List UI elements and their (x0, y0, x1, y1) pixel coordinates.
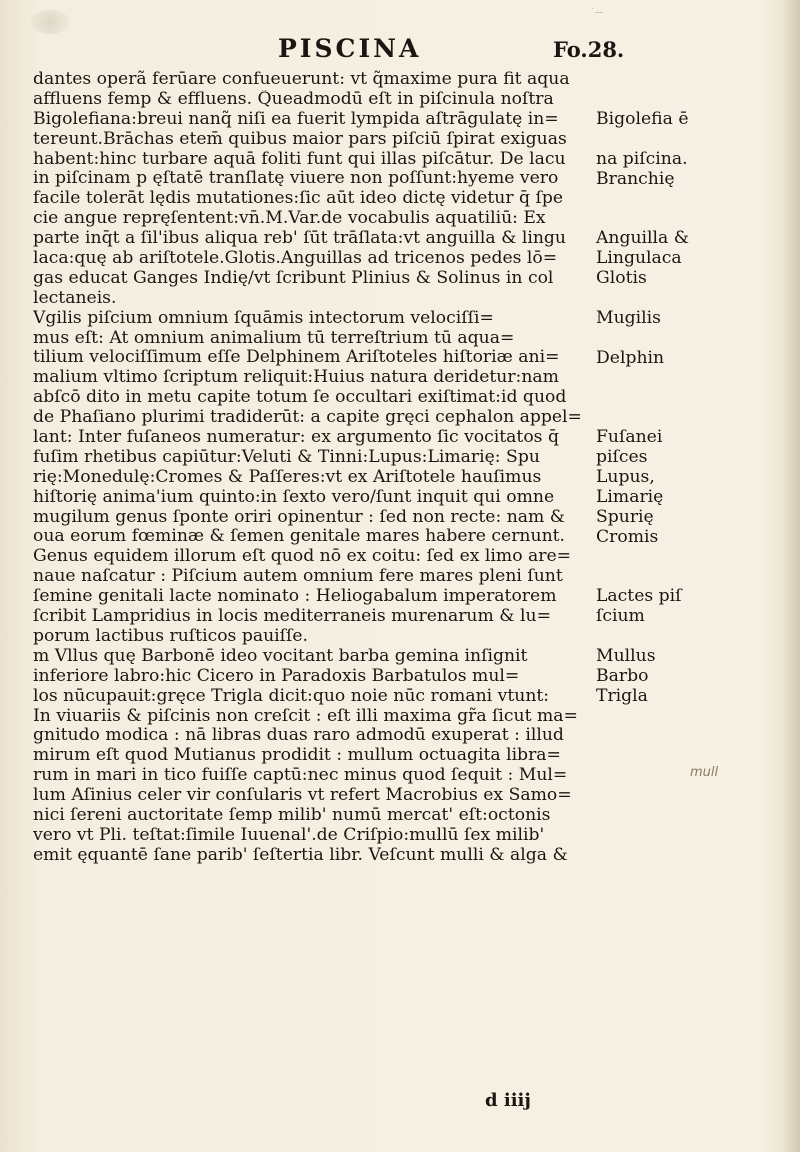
signature-mark: d iiij (485, 1090, 531, 1111)
margin-note: Lupus, (596, 467, 655, 487)
margin-note: na piſcina. (596, 148, 688, 169)
text-line: hiſtorię anima'ium quinto:in ſexto vero/ſunt inquit qui omne (33, 487, 555, 507)
margin-note: Lingulaca (596, 248, 682, 269)
margin-note: Mullus (596, 646, 656, 667)
text-line: los nūcupauit:gręce Trigla dicit:quo noie nūc romani vtunt: (33, 686, 550, 706)
text-line: nici ſereni auctoritate ſemp milib' numū mercat' eſt:octonis (33, 805, 551, 825)
folio-number: Fo.28. (553, 37, 625, 62)
text-line: fuſim rhetibus capiūtur:Veluti & Tinni:Lupus:Limarię: Spu (33, 447, 540, 467)
margin-note: Barbo (596, 666, 649, 686)
page-edge-shadow (782, 0, 800, 1152)
margin-note: Fuſanei (596, 427, 663, 448)
text-line: gnitudo modica : nā libras duas raro admodū exuperat : illud (33, 726, 564, 746)
text-line: abſcō dito in metu capite totum ſe occultari exiſtimat:id quod (33, 388, 567, 408)
text-line: Bigolefiana:breui nanq̃ niſi ea fuerit lympida aſtrāgulatę in= (33, 109, 559, 129)
running-title: PISCINA (278, 34, 422, 63)
text-line: tilium velociſſimum eſſe Delphinem Ariſtoteles hiſtoriæ ani= (33, 348, 560, 368)
margin-note: Delphin (596, 347, 665, 368)
text-line: de Phaſiano plurimi tradiderūt: a capite gręci cephalon appel= (33, 408, 582, 428)
margin-note: Anguilla & (596, 228, 690, 249)
text-line: malium vltimo ſcriptum reliquit:Huius natura deridetur:nam (33, 368, 559, 388)
main-text-column (33, 70, 593, 866)
text-line: tereunt.Brāchas etem̄ quibus maior pars piſciū ſpirat exiguas (33, 129, 567, 149)
page-header (0, 34, 800, 68)
text-line: Genus equidem illorum eſt quod nō ex coitu: ſed ex limo are= (33, 547, 572, 567)
margin-note: Branchię (596, 168, 675, 189)
margin-note: Trigla (596, 685, 648, 706)
text-line: parte inq̄t a ſil'ibus aliqua reb' ſūt trāſlata:vt anguilla & lingu (33, 229, 566, 249)
text-line: ſcribit Lampridius in locis mediterraneis murenarum & lu= (33, 607, 551, 627)
text-line: cie angue repręſentent:vn̄.M.Var.de vocabulis aquatiliū: Ex (33, 209, 546, 229)
margin-note: Spurię (596, 506, 654, 527)
ink-smudge (30, 10, 70, 34)
paper-mark: ˙— (590, 8, 604, 18)
text-line: Vgilis piſcium omnium ſquāmis intectorum velociſſi= (33, 308, 494, 328)
margin-note: Mugilis (596, 307, 661, 328)
margin-note: Cromis (596, 526, 659, 547)
margin-note: Bigolefia ē (596, 108, 689, 129)
margin-note: ſcium (596, 606, 645, 627)
text-line: vero vt Pli. teſtat:ſimile Iuuenal'.de Criſpio:mullū ſex milib' (33, 825, 545, 845)
text-line: rię:Monedulę:Cromes & Paſſeres:vt ex Ariſtotele hauſimus (33, 467, 542, 487)
text-line: facile tolerāt lędis mutationes:ſic aūt ideo dictę videtur q̄ ſpe (33, 189, 564, 209)
text-line: affluens femp & effluens. Q̃ueadmodū eſt in piſcinula noſtra (33, 89, 554, 109)
text-line: lectaneis. (33, 288, 117, 308)
text-line: in piſcinam p ęſtatē tranſlatę viuere non poſſunt:hyeme vero (33, 169, 559, 189)
text-line: porum lactibus ruſticos pauiſſe. (33, 626, 309, 646)
margin-note: piſces (596, 447, 648, 468)
text-line: In viuariis & piſcinis non creſcit : eſt illi maxima gr̃a ſicut ma= (33, 706, 578, 726)
text-line: mugilum genus ſponte oriri opinentur : ſed non recte: nam & (33, 507, 566, 527)
text-line: gas educat Ganges Indię/vt ſcribunt Plinius & Solinus in col (33, 268, 554, 288)
text-line: naue naſcatur : Piſcium autem omnium fere mares pleni ſunt (33, 567, 563, 587)
text-line: dantes operã ferūare confueuerunt: vt q̃maxime pura fit aqua (33, 70, 570, 89)
text-line: lum Aſinius celer vir conſularis vt refert Macrobius ex Samo= (33, 786, 572, 806)
text-line: habent:hinc turbare aquā foliti funt qui illas piſcātur. De lacu (33, 149, 566, 169)
margin-note: Limarię (596, 486, 664, 507)
text-line: emit ęquantē ſane parib' ſeſtertia libr. Veſcunt mulli & alga & (33, 845, 568, 865)
text-line: mus eſt: At omnium animalium tū terreſtrium tū aqua= (33, 328, 515, 348)
text-line: rum in mari in tico fuiſſe captū:nec minus quod ſequit : Mul= (33, 766, 568, 786)
margin-note: Glotis (596, 268, 647, 288)
text-line: ſemine genitali lacte nominato : Heliogabalum imperatorem (33, 587, 557, 607)
text-line: mirum eſt quod Mutianus prodidit : mullum octuagita libra= (33, 746, 561, 766)
text-line: oua eorum fœminæ & ſemen genitale mares habere cernunt. (33, 527, 566, 547)
text-line: lant: Inter fuſaneos numeratur: ex argumento ſic vocitatos q̄ (33, 428, 559, 448)
text-line: m Vllus quę Barbonē ideo vocitant barba gemina inſignit (33, 646, 528, 666)
margin-note: Lactes piſ (596, 586, 682, 607)
handwritten-annotation: mull (690, 765, 719, 780)
text-line: inferiore labro:hic Cicero in Paradoxis Barbatulos mul= (33, 666, 520, 686)
text-line: laca:quę ab ariſtotele.Glotis.Anguillas ad tricenos pedes lō= (33, 249, 558, 269)
